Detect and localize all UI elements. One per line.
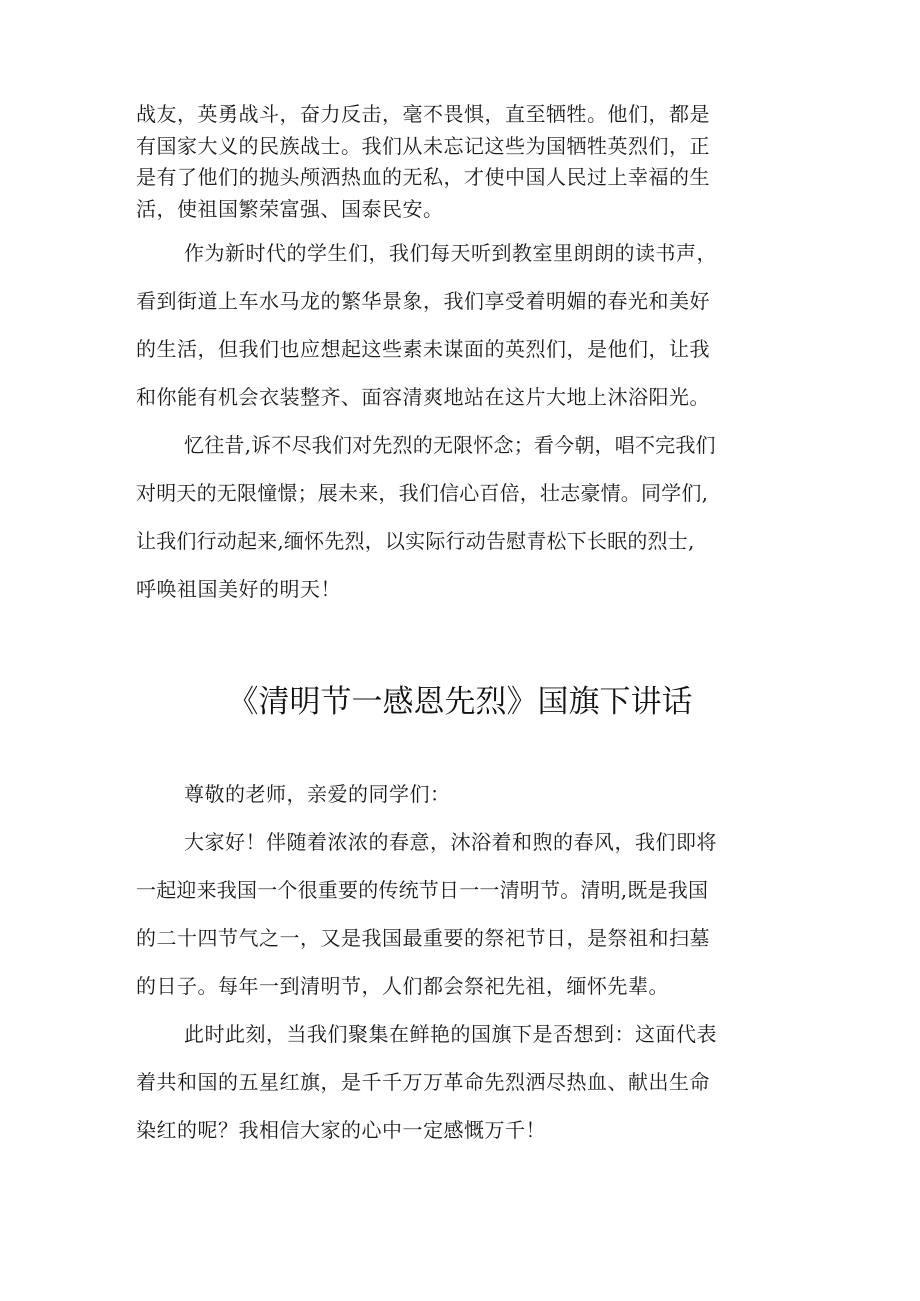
speech-greeting: 尊敬的老师，亲爱的同学们： xyxy=(184,782,451,806)
paragraph-line: 忆往昔,诉不尽我们对先烈的无限怀念；看今朝，唱不完我们 xyxy=(184,433,716,457)
paragraph-line: 看到街道上车水马龙的繁华景象，我们享受着明媚的春光和美好 xyxy=(136,289,710,313)
paragraph-line: 染红的呢？我相信大家的心中一定感慨万千！ xyxy=(136,1118,546,1142)
paragraph-line: 的日子。每年一到清明节，人们都会祭祀先祖，缅怀先辈。 xyxy=(136,974,669,998)
paragraph-line: 作为新时代的学生们，我们每天听到教室里朗朗的读书声， xyxy=(184,241,717,265)
paragraph-line: 的二十四节气之一，又是我国最重要的祭祀节日，是祭祖和扫墓 xyxy=(136,926,710,950)
paragraph-line: 活，使祖国繁荣富强、国泰民安。 xyxy=(136,197,444,221)
paragraph-line: 的生活，但我们也应想起这些素未谋面的英烈们，是他们，让我 xyxy=(136,337,710,361)
speech-title: 《清明节一感恩先烈》国旗下讲话 xyxy=(227,684,693,720)
paragraph-line: 是有了他们的抛头颅洒热血的无私，才使中国人民过上幸福的生 xyxy=(136,165,710,189)
paragraph-line: 让我们行动起来,缅怀先烈，以实际行动告慰青松下长眠的烈士, xyxy=(136,529,695,553)
paragraph-line: 大家好！伴随着浓浓的春意，沐浴着和煦的春风，我们即将 xyxy=(184,830,717,854)
paragraph-line: 有国家大义的民族战士。我们从未忘记这些为国牺牲英烈们，正 xyxy=(136,134,710,158)
paragraph-line: 和你能有机会衣装整齐、面容清爽地站在这片大地上沐浴阳光。 xyxy=(136,385,710,409)
paragraph-line: 呼唤祖国美好的明天！ xyxy=(136,577,341,601)
paragraph-line: 此时此刻，当我们聚集在鲜艳的国旗下是否想到：这面代表 xyxy=(184,1022,717,1046)
paragraph-line: 一起迎来我国一个很重要的传统节日一一清明节。清明,既是我国 xyxy=(136,878,709,902)
paragraph-line: 着共和国的五星红旗，是千千万万革命先烈洒尽热血、献出生命 xyxy=(136,1070,710,1094)
paragraph-line: 战友，英勇战斗，奋力反击，毫不畏惧，直至牺牲。他们，都是 xyxy=(136,102,710,126)
paragraph-line: 对明天的无限憧憬；展未来，我们信心百倍，壮志豪情。同学们, xyxy=(136,481,709,505)
